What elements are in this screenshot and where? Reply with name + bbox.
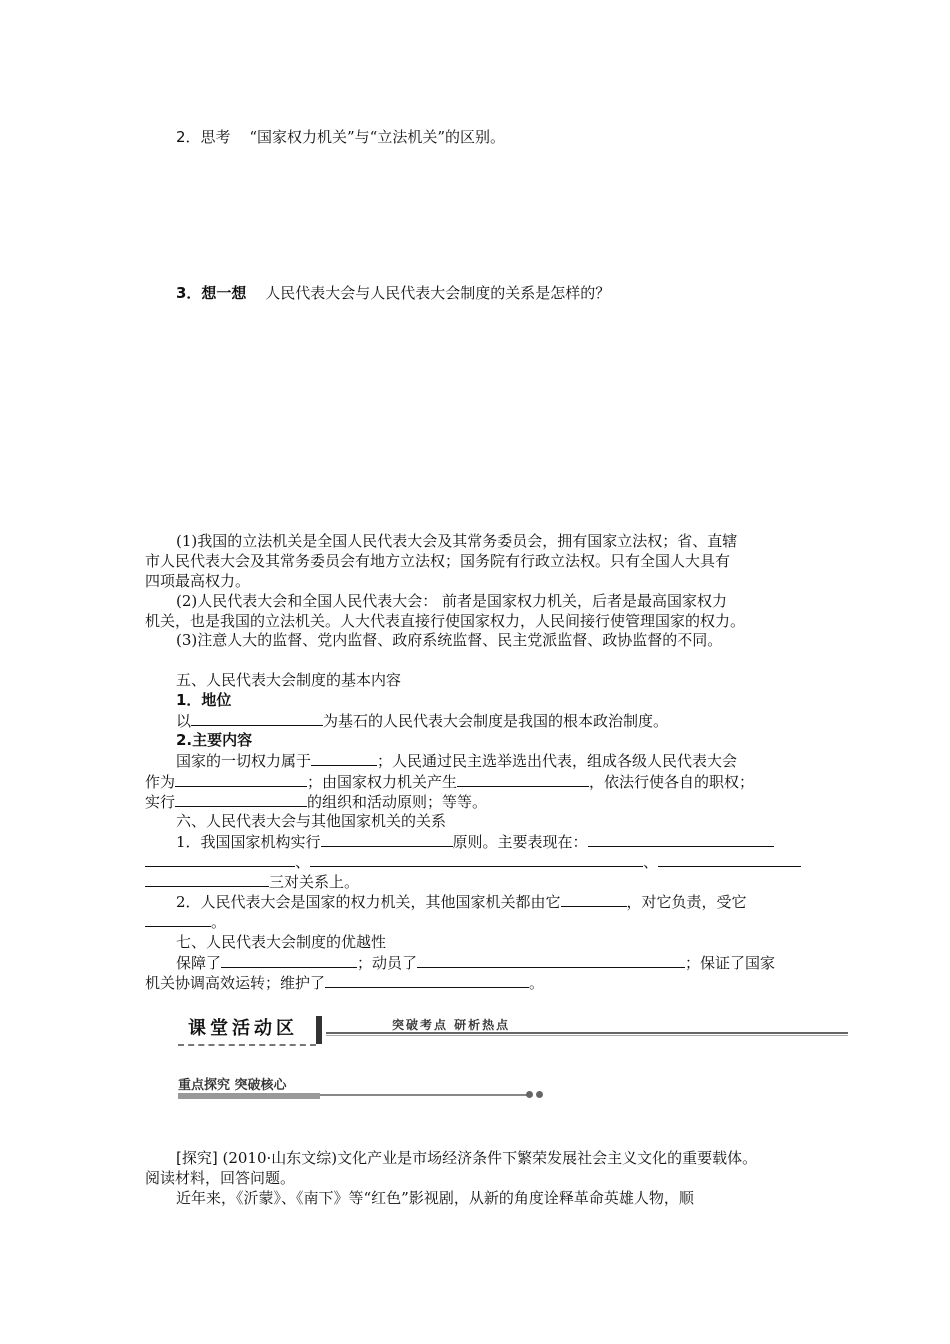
text-fragment: 保障了 [176,954,222,972]
fill-blank[interactable] [457,771,589,787]
section-5-heading: 五、人民代表大会制度的基本内容 [176,671,402,689]
section-6-heading: 六、人民代表大会与其他国家机关的关系 [176,812,447,830]
question-3-text: 人民代表大会与人民代表大会制度的关系是怎样的？ [265,284,611,302]
text-fragment: ；保证了国家 [685,954,776,972]
text-fragment: 2．人民代表大会是国家的权力机关，其他国家机关都由它 [176,893,561,911]
fill-blank[interactable] [145,911,211,927]
section-line [320,1094,530,1096]
text-fragment: 国家的一切权力属于 [176,752,312,770]
fill-blank[interactable] [561,891,627,907]
text-fragment: 。 [211,913,227,931]
fill-blank[interactable] [145,871,269,887]
note-2-line-2: 机关，也是我国的立法机关。人大代表直接行使国家权力，人民间接行使管理国家的权力。 [145,612,746,630]
fill-blank[interactable] [311,750,377,766]
explore-line-3: 近年来，《沂蒙》、《南下》等“红色”影视剧，从新的角度诠释革命英雄人物，顺 [176,1189,694,1207]
text-fragment: 原则。主要表现在： [452,833,588,851]
question-2-text: “国家权力机关”与“立法机关”的区别。 [249,128,506,146]
fill-blank[interactable] [325,972,529,988]
text-fragment: 1．我国国家机构实行 [176,833,321,851]
explore-tag: [探究] [176,1149,218,1167]
section-5-line-4 [145,791,807,812]
explore-line-1 [145,1148,807,1168]
section-6-line-4 [145,891,807,912]
note-1-line-3: 四项最高权力。 [145,572,251,590]
fill-blank[interactable] [175,771,307,787]
section-6-line-1 [145,831,807,852]
section-7-line-2 [145,972,807,993]
text-fragment: 以 [176,712,192,730]
section-6-line-2 [145,851,807,872]
question-3-number: 3．想一想 [176,284,247,302]
section-7-heading: 七、人民代表大会制度的优越性 [176,933,387,951]
text-fragment: ，对它负责，受它 [626,893,747,911]
banner-divider [316,1016,322,1044]
text-fragment: ，依法行使各自的职权； [589,773,755,791]
section-title: 重点探究 突破核心 [178,1078,287,1093]
text-fragment: 、 [295,853,311,871]
banner-title: 课堂活动区 [188,1018,298,1039]
classroom-activity-banner [178,1014,848,1046]
text-fragment: 为基石的人民代表大会制度是我国的根本政治制度。 [323,712,669,730]
note-1-line-2: 市人民代表大会及其常务委员会有地方立法权；国务院有行政立法权。只有全国人大具有 [145,552,731,570]
fill-blank[interactable] [658,851,801,867]
note-3: (3)注意人大的监督、党内监督、政府系统监督、民主党派监督、政协监督的不同。 [176,631,723,649]
dot-icon [536,1091,543,1098]
section-5-sub-2: 2.主要内容 [176,731,253,749]
section-bar [178,1093,320,1099]
explore-line-2: 阅读材料，回答问题。 [145,1169,296,1187]
section-5-line-3 [145,771,807,792]
text-fragment: (2010·山东文综)文化产业是市场经济条件下繁荣发展社会主义文化的重要载体。 [217,1149,758,1167]
fill-blank[interactable] [191,710,323,726]
section-5-sub-1: 1．地位 [176,691,232,709]
text-fragment: 实行 [145,793,176,811]
text-fragment: ；人民通过民主选举选出代表，组成各级人民代表大会 [377,752,738,770]
dot-icon [526,1091,533,1098]
fill-blank[interactable] [321,831,453,847]
question-2-number: 2．思考 [176,128,231,146]
section-7-line-1 [145,952,807,973]
banner-subtitle: 突破考点 研析热点 [392,1018,511,1032]
fill-blank[interactable] [145,851,295,867]
question-2 [176,126,505,147]
text-fragment: 、 [643,853,659,871]
key-exploration-header [178,1074,548,1100]
fill-blank[interactable] [588,831,774,847]
section-5-line-2 [145,750,807,771]
text-fragment: 三对关系上。 [269,873,360,891]
note-1-line-1: (1)我国的立法机关是全国人民代表大会及其常务委员会，拥有国家立法权；省、直辖 [176,532,738,550]
note-2-line-1: (2)人民代表大会和全国人民代表大会： 前者是国家权力机关，后者是最高国家权力 [176,592,728,610]
banner-dashes [178,1044,316,1046]
fill-blank[interactable] [417,952,685,968]
fill-blank[interactable] [221,952,357,968]
section-6-line-5 [145,911,807,932]
section-5-line-1 [145,710,807,731]
banner-rule-thin [326,1035,848,1036]
text-fragment: 作为 [145,773,176,791]
text-fragment: ；由国家权力机关产生 [307,773,458,791]
fill-blank[interactable] [310,851,643,867]
question-3 [176,282,610,303]
fill-blank[interactable] [175,791,307,807]
text-fragment: 的组织和活动原则；等等。 [307,793,488,811]
text-fragment: 机关协调高效运转；维护了 [145,974,326,992]
section-6-line-3 [145,871,807,892]
text-fragment: 。 [529,974,545,992]
text-fragment: ；动员了 [357,954,418,972]
